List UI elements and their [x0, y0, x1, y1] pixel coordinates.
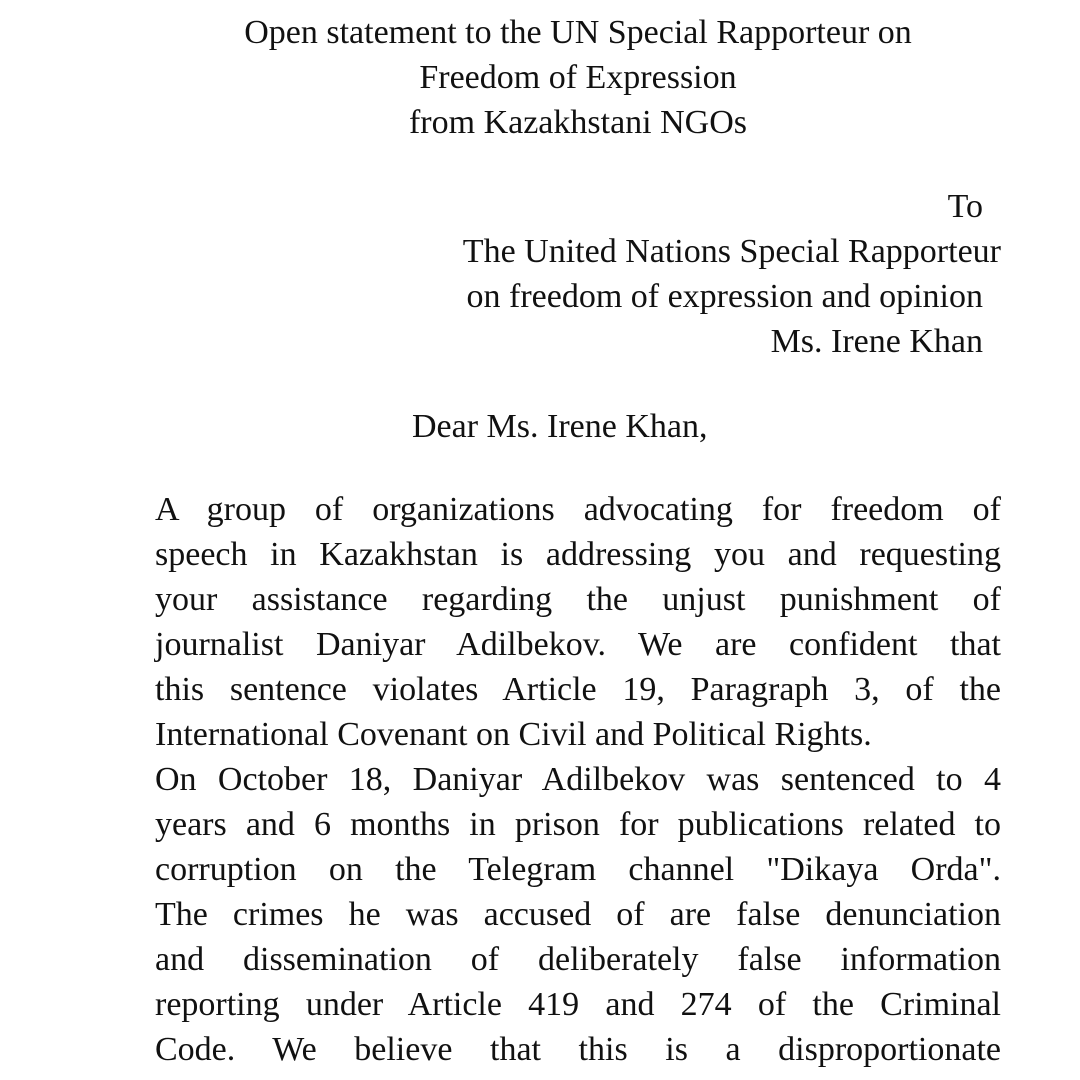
body-line: your assistance regarding the unjust punishment of — [155, 581, 1001, 618]
body-line: speech in Kazakhstan is addressing you and requesting — [155, 536, 1001, 573]
body-line: International Covenant on Civil and Political Rights. — [155, 716, 872, 753]
body-line: and dissemination of deliberately false information — [155, 941, 1001, 978]
body-line: corruption on the Telegram channel "Dikaya Orda". — [155, 851, 1001, 888]
body-line: journalist Daniyar Adilbekov. We are confident that — [155, 626, 1001, 663]
body-line: years and 6 months in prison for publications related to — [155, 806, 1001, 843]
body-line: The crimes he was accused of are false denunciation — [155, 896, 1001, 933]
addressee-line: The United Nations Special Rapporteur — [462, 233, 1001, 270]
body-line: Code. We believe that this is a disproportionate — [155, 1031, 1001, 1068]
body-line: On October 18, Daniyar Adilbekov was sentenced to 4 — [155, 761, 1001, 798]
title-line: from Kazakhstani NGOs — [408, 104, 748, 141]
addressee-to-label: To — [947, 188, 983, 225]
body-line: this sentence violates Article 19, Paragraph 3, of the — [155, 671, 1001, 708]
addressee-name: Ms. Irene Khan — [770, 323, 983, 360]
salutation: Dear Ms. Irene Khan, — [412, 408, 708, 445]
title-line: Freedom of Expression — [419, 59, 737, 96]
body-line: A group of organizations advocating for freedom of — [155, 491, 1001, 528]
title-line: Open statement to the UN Special Rapporteur on — [244, 14, 912, 51]
body-line: reporting under Article 419 and 274 of the Criminal — [155, 986, 1001, 1023]
addressee-line: on freedom of expression and opinion — [466, 278, 983, 315]
